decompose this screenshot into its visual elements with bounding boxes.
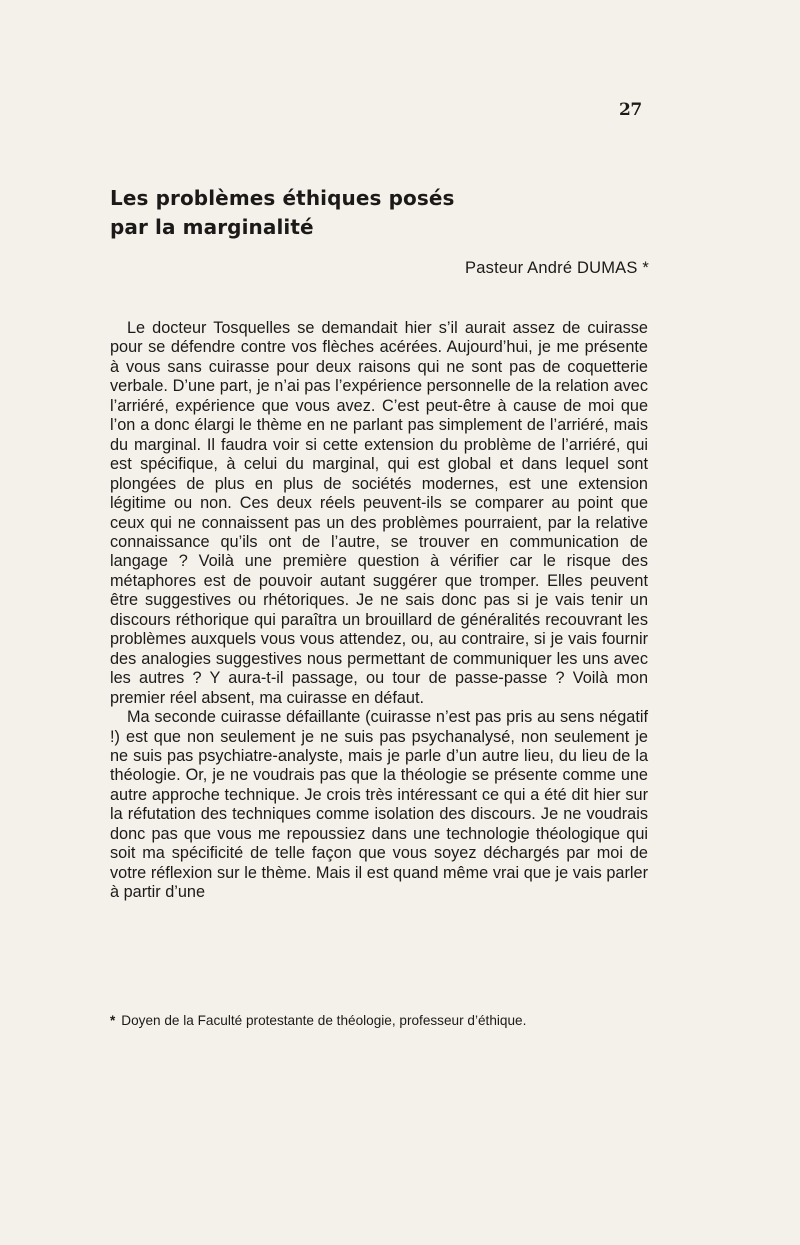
title-line-1: Les problèmes éthiques posés xyxy=(110,186,455,210)
article-title xyxy=(110,184,455,242)
page-number: 27 xyxy=(619,100,642,120)
article-body xyxy=(110,319,648,903)
author-byline: Pasteur André DUMAS * xyxy=(465,259,649,277)
paragraph-2: Ma seconde cuirasse défaillante (cuirasse n’est pas pris au sens négatif !) est que non seulement je ne suis pas psychanalysé, non seulement je ne suis pas psychiatre-analyste, mais je parle d’un autre lieu, du lieu de la théologie. Or, je ne voudrais pas que la théologie se présente comme une autre approche technique. Je crois très intéressant ce qui a été dit hier sur la réfutation des techniques comme isolation des discours. Je ne voudrais donc pas que vous me repoussiez dans une technologie théologique qui soit ma spécificité de telle façon que vous soyez déchargés par moi de votre réflexion sur le thème. Mais il est quand même vrai que je vais parler à partir d’une xyxy=(110,708,648,902)
title-line-2: par la marginalité xyxy=(110,215,314,239)
footnote xyxy=(110,1012,650,1030)
footnote-text: Doyen de la Faculté protestante de théologie, professeur d’éthique. xyxy=(121,1013,527,1028)
paragraph-1: Le docteur Tosquelles se demandait hier s’il aurait assez de cuirasse pour se défendre contre vos flèches acérées. Aujourd’hui, je me présente à vous sans cuirasse pour deux raisons qui ne sont pas de coquetterie verbale. D’une part, je n’ai pas l’expérience personnelle de la relation avec l’arriéré, expérience que vous avez. C’est peut-être à cause de moi que l’on a donc élargi le thème en ne parlant pas simplement de l’arriéré, mais du marginal. Il faudra voir si cette extension du problème de l’arriéré, qui est spécifique, à celui du marginal, qui est global et dans lequel sont plongées de plus en plus de sociétés modernes, est une extension légitime ou non. Ces deux réels peuvent-ils se comparer au point que ceux qui ne connaissent pas un des problèmes pourraient, par la relative connaissance qu’ils ont de l’autre, se trouver en communication de langage ? Voilà une première question à vérifier car le risque des métaphores est de pouvoir autant suggérer que tromper. Elles peuvent être suggestives ou rhétoriques. Je ne sais donc pas si je vais tenir un discours réthorique qui paraîtra un brouillard de généralités recouvrant les problèmes auxquels vous vous attendez, ou, au contraire, si je vais fournir des analogies suggestives nous permettant de communiquer les uns avec les autres ? Y aura-t-il passage, ou tour de passe-passe ? Voilà mon premier réel absent, ma cuirasse en défaut. xyxy=(110,319,648,707)
footnote-mark: * xyxy=(110,1013,116,1028)
